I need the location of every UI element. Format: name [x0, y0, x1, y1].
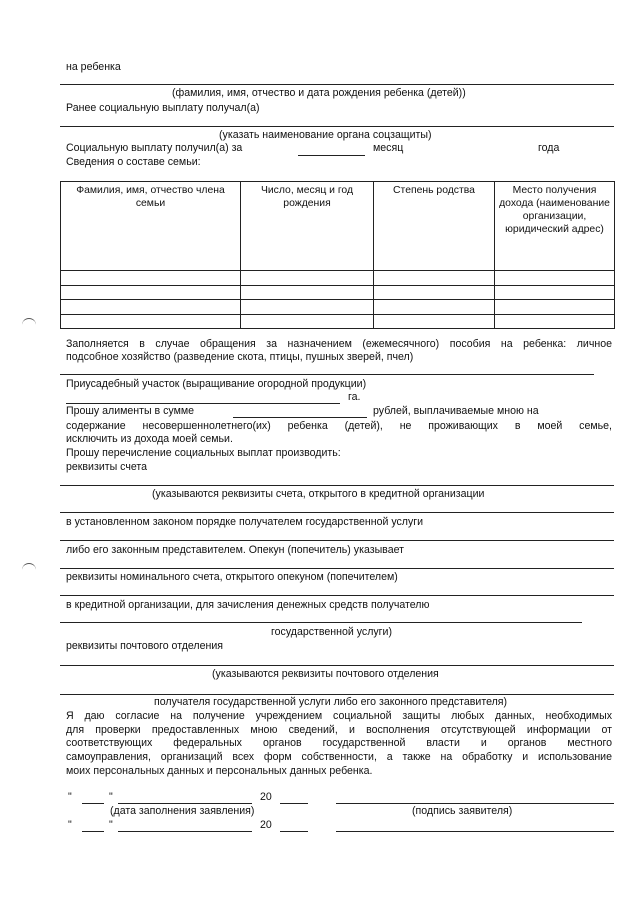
- rule: [60, 374, 594, 375]
- line-family-info: Сведения о составе семьи:: [66, 156, 201, 168]
- line-alimony-rubles: рублей, выплачиваемые мною на: [373, 405, 539, 417]
- signature-line[interactable]: [336, 803, 614, 804]
- label-year: года: [538, 142, 560, 154]
- day-blank[interactable]: [82, 803, 104, 804]
- consent-line: для проверки предоставленных мною сведений, и восполнения отсутствующей информации от: [66, 724, 612, 736]
- rule: [60, 694, 614, 695]
- caption-post-office-2: получателя государственной услуги либо его законного представителя): [154, 696, 508, 708]
- cell[interactable]: [61, 271, 241, 286]
- rule: [60, 512, 614, 513]
- quote-close: ": [109, 791, 113, 803]
- cell[interactable]: [241, 314, 374, 329]
- consent-line: моих персональных данных и персональных данных ребенка.: [66, 765, 373, 777]
- cell[interactable]: [241, 271, 374, 286]
- cell[interactable]: [61, 285, 241, 300]
- rule: [60, 485, 614, 486]
- rule: [60, 595, 614, 596]
- caption-fill-date: (дата заполнения заявления): [110, 805, 255, 817]
- cell[interactable]: [374, 285, 495, 300]
- month-blank[interactable]: [118, 803, 252, 804]
- cell[interactable]: [374, 300, 495, 315]
- caption-post-office: (указываются реквизиты почтового отделения: [212, 668, 439, 680]
- caption-social-agency: (указать наименование органа соцзащиты): [219, 129, 432, 141]
- cell[interactable]: [61, 314, 241, 329]
- label-hectare: га.: [348, 391, 361, 403]
- table-row[interactable]: [61, 271, 615, 286]
- table-row[interactable]: [61, 300, 615, 315]
- line-alimony-3: исключить из дохода моей семьи.: [66, 433, 233, 445]
- hectare-blank[interactable]: [66, 403, 340, 404]
- hole-punch-mark: [22, 563, 36, 572]
- caption-account-5: в кредитной организации, для зачисления денежных средств получателю: [66, 599, 430, 611]
- line-previous-payment: Ранее социальную выплату получал(а): [66, 102, 260, 114]
- hole-punch-mark: [22, 318, 36, 327]
- consent-line: соответствующих федеральных органов государственной власти и органов местного: [66, 737, 612, 749]
- year-prefix: 20: [260, 791, 272, 803]
- line-transfer-request: Прошу перечисление социальных выплат производить:: [66, 447, 341, 459]
- year-blank[interactable]: [280, 831, 308, 832]
- quote-open: ": [68, 791, 72, 803]
- header-cell: Фамилия, имя, отчество члена семьи: [61, 182, 241, 271]
- quote-open: ": [68, 819, 72, 831]
- rule: [60, 84, 614, 85]
- line-subsidiary-farm: Заполняется в случае обращения за назначением (ежемесячного) пособия на ребенка: личное: [66, 338, 612, 350]
- cell[interactable]: [241, 285, 374, 300]
- day-blank[interactable]: [82, 831, 104, 832]
- header-cell: Число, месяц и год рождения: [241, 182, 374, 271]
- rule: [60, 568, 614, 569]
- caption-account: (указываются реквизиты счета, открытого в кредитной организации: [152, 488, 485, 500]
- signature-line[interactable]: [336, 831, 614, 832]
- month-blank[interactable]: [118, 831, 252, 832]
- line-garden-plot: Приусадебный участок (выращивание огородной продукции): [66, 378, 367, 390]
- rule: [60, 665, 614, 666]
- caption-account-4: реквизиты номинального счета, открытого опекуном (попечителем): [66, 571, 398, 583]
- line-alimony-2: содержание несовершеннолетнего(их) ребенка (детей), не проживающих в моей семье,: [66, 420, 612, 432]
- line-na-rebenka: на ребенка: [66, 61, 121, 73]
- cell[interactable]: [61, 300, 241, 315]
- cell[interactable]: [241, 300, 374, 315]
- caption-child-name: (фамилия, имя, отчество и дата рождения ребенка (детей)): [172, 87, 466, 99]
- consent-line: самоуправления, организаций всех форм собственности, а также на обработку и использование: [66, 751, 612, 763]
- table-row[interactable]: [61, 285, 615, 300]
- caption-account-2: в установленном законом порядке получателем государственной услуги: [66, 516, 424, 528]
- year-blank[interactable]: [280, 803, 308, 804]
- caption-account-6: государственной услуги): [271, 626, 392, 638]
- cell[interactable]: [495, 271, 615, 286]
- alimony-amount-blank[interactable]: [233, 417, 367, 418]
- cell[interactable]: [495, 300, 615, 315]
- line-alimony: Прошу алименты в сумме: [66, 405, 195, 417]
- line-subsidiary-farm-2: подсобное хозяйство (разведение скота, птицы, пушных зверей, пчел): [66, 351, 414, 363]
- cell[interactable]: [374, 271, 495, 286]
- label-account-details: реквизиты счета: [66, 461, 148, 473]
- cell[interactable]: [495, 285, 615, 300]
- consent-line: Я даю согласие на получение учреждением социальной защиты любых данных, необходимых: [66, 710, 612, 722]
- rule: [60, 622, 582, 623]
- caption-account-3: либо его законным представителем. Опекун (попечитель) указывает: [66, 544, 404, 556]
- rule: [60, 126, 614, 127]
- table-row[interactable]: [61, 314, 615, 329]
- header-cell: Степень родства: [374, 182, 495, 271]
- cell[interactable]: [495, 314, 615, 329]
- family-table: [60, 181, 615, 329]
- label-month: месяц: [373, 142, 404, 154]
- label-post-office: реквизиты почтового отделения: [66, 640, 224, 652]
- year-prefix: 20: [260, 819, 272, 831]
- table-header-row: [61, 182, 615, 271]
- line-payment-received: Социальную выплату получил(а) за: [66, 142, 243, 154]
- caption-signature: (подпись заявителя): [412, 805, 513, 817]
- month-blank[interactable]: [298, 155, 365, 156]
- header-cell: Место получения дохода (наименование организации, юридический адрес): [495, 182, 615, 271]
- quote-close: ": [109, 819, 113, 831]
- cell[interactable]: [374, 314, 495, 329]
- rule: [60, 540, 614, 541]
